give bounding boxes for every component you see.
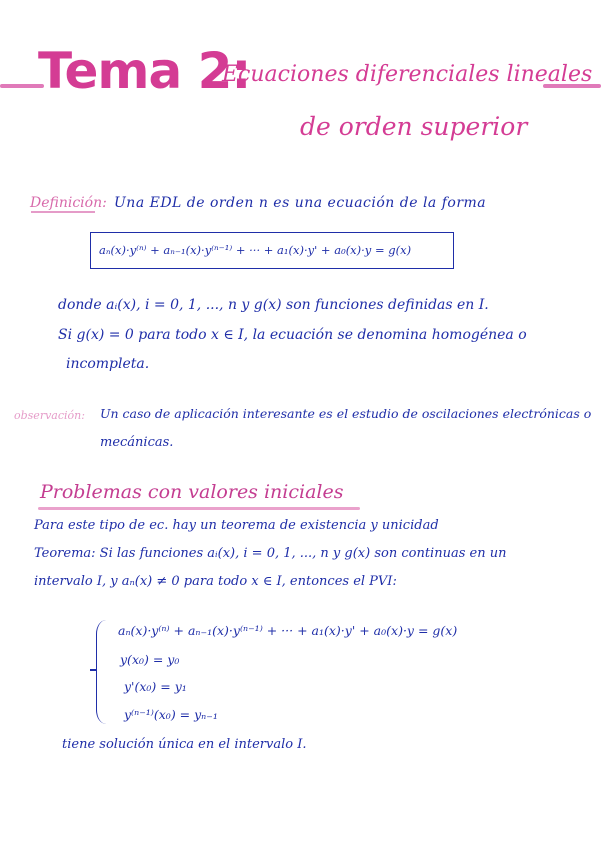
system-brace bbox=[96, 620, 107, 724]
section-title-underline bbox=[38, 507, 360, 510]
definition-label: Definición: bbox=[30, 195, 107, 211]
definition-line-3: incompleta. bbox=[66, 356, 150, 372]
system-brace-tip bbox=[90, 669, 97, 671]
observation-line-1: Un caso de aplicación interesante es el estudio de oscilaciones electrónicas o bbox=[100, 406, 592, 421]
observation-line-2: mecánicas. bbox=[100, 435, 174, 450]
section-line-1: Para este tipo de ec. hay un teorema de existencia y unicidad bbox=[34, 518, 439, 533]
observation-label: observación: bbox=[14, 409, 85, 422]
chapter-title: Ecuaciones diferenciales lineales bbox=[222, 62, 593, 87]
theorem-line-1: Teorema: Si las funciones aᵢ(x), i = 0, 1, ..., n y g(x) son continuas en un bbox=[34, 546, 507, 561]
definition-label-underline bbox=[31, 211, 95, 213]
section-title: Problemas con valores iniciales bbox=[40, 481, 344, 503]
system-equation: aₙ(x)·y⁽ⁿ⁾ + aₙ₋₁(x)·y⁽ⁿ⁻¹⁾ + ··· + a₁(x)·y' + a₀(x)·y = g(x) bbox=[118, 623, 458, 638]
conclusion-line: tiene solución única en el intervalo I. bbox=[62, 737, 307, 752]
equation-box bbox=[90, 232, 454, 269]
chapter-number: Tema 2: bbox=[38, 42, 251, 100]
initial-condition-1: y'(x₀) = y₁ bbox=[124, 679, 187, 694]
chapter-subtitle: de orden superior bbox=[300, 112, 528, 141]
definition-line-2: Si g(x) = 0 para todo x ∈ I, la ecuación se denomina homogénea o bbox=[58, 327, 527, 343]
definition-text: Una EDL de orden n es una ecuación de la forma bbox=[114, 195, 487, 211]
theorem-line-2: intervalo I, y aₙ(x) ≠ 0 para todo x ∈ I, entonces el PVI: bbox=[34, 574, 397, 589]
definition-line-1: donde aᵢ(x), i = 0, 1, ..., n y g(x) son funciones definidas en I. bbox=[58, 297, 489, 313]
initial-condition-n-1: y⁽ⁿ⁻¹⁾(x₀) = yₙ₋₁ bbox=[124, 707, 218, 722]
initial-condition-0: y(x₀) = y₀ bbox=[120, 652, 180, 667]
linear-ode-equation: aₙ(x)·y⁽ⁿ⁾ + aₙ₋₁(x)·y⁽ⁿ⁻¹⁾ + ··· + a₁(x)·y' + a₀(x)·y = g(x) bbox=[99, 243, 412, 257]
